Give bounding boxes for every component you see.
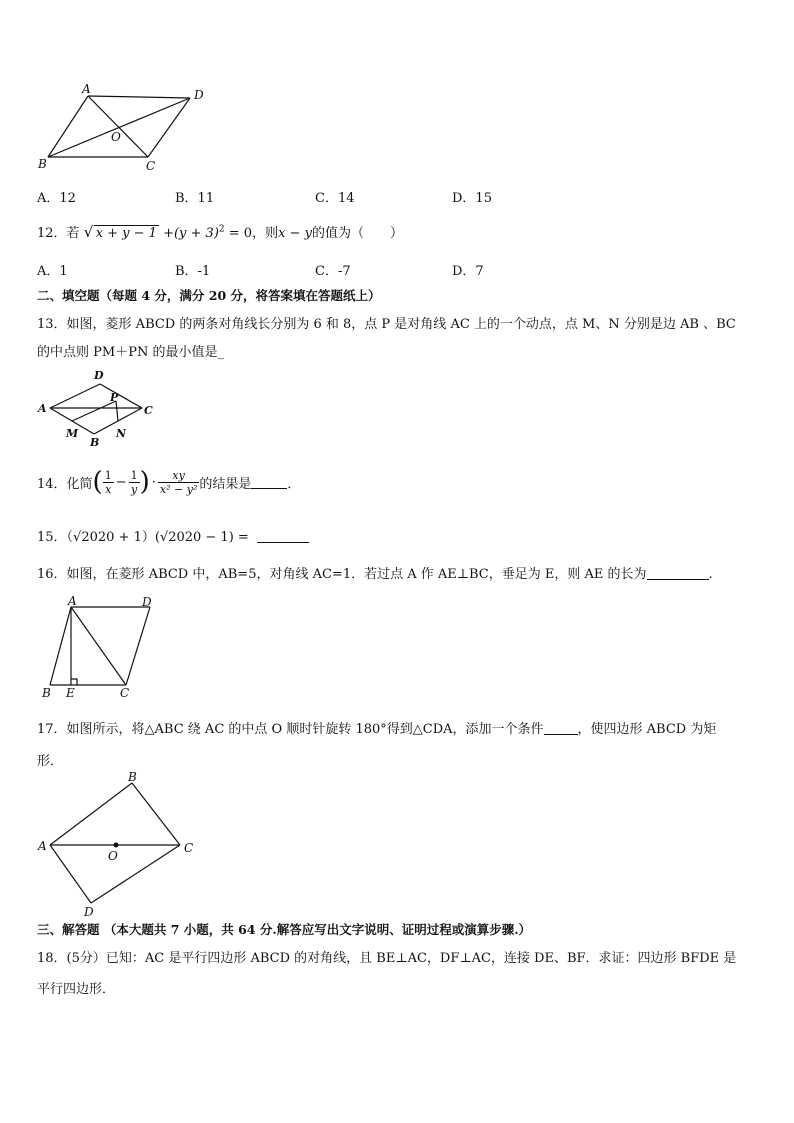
q17-side-cd <box>91 845 180 903</box>
q13-rhombus-figure <box>36 368 166 448</box>
q11-label-c: C <box>146 159 156 173</box>
q17-text-a: 17．如图所示，将△ABC 绕 AC 的中点 O 顺时针旋转 180°得到△CDA，添加一个条件 <box>37 722 544 737</box>
q17-answer-blank[interactable] <box>544 722 578 735</box>
q12-tail: 的值为（ ） <box>311 226 403 241</box>
q14-fraction-2 <box>129 469 140 496</box>
q16-label-e: E <box>66 686 75 700</box>
q17-label-d: D <box>84 905 94 919</box>
section-3-heading: 三、解答题 （本大题共 7 小题，共 64 分.解答应写出文字说明、证明过程或演算步骤.） <box>37 922 532 937</box>
q11-option-d: D．15 <box>452 191 492 206</box>
section-2-heading: 二、填空题（每题 4 分，满分 20 分，将答案填在答题纸上） <box>37 288 381 303</box>
q14-right-paren: ) <box>139 467 150 497</box>
q17-label-c: C <box>184 841 194 855</box>
q17-side-ab <box>50 783 132 845</box>
q17-side-bc <box>132 783 180 845</box>
q12-option-a: A．1 <box>37 264 68 279</box>
q17-quadrilateral-figure <box>36 768 206 920</box>
q11-option-a: A．12 <box>37 191 76 206</box>
q12-option-b: B．-1 <box>175 264 211 279</box>
q16-answer-blank[interactable] <box>647 567 709 580</box>
q12-sqrt: √ x + y − 1 <box>83 223 157 241</box>
q14-question <box>37 461 300 503</box>
q15-text: 15．（√2020 + 1）(√2020 − 1) = <box>37 530 249 545</box>
q11-side-ad <box>88 96 190 98</box>
q18-line1: 18．(5分）已知：AC 是平行四边形 ABCD 的对角线，且 BE⊥AC，DF⊥AC，连接 DE、BF．求证：四边形 BFDE 是 <box>37 951 737 966</box>
q14-left-paren: ( <box>92 467 103 497</box>
q13-label-b: B <box>90 436 100 448</box>
q12-then: ，则 <box>252 226 279 241</box>
q14-f3-num: xy <box>158 469 199 483</box>
q13-segment-pn <box>116 401 118 421</box>
q14-dot: · <box>151 474 156 490</box>
q13-side-ad <box>50 384 100 408</box>
q14-f1-num: 1 <box>104 468 112 482</box>
q12-equals: = 0 <box>228 226 253 241</box>
q12-plus-term: +(y + 3) <box>163 226 219 241</box>
q11-label-b: B <box>38 157 47 171</box>
q14-answer-blank[interactable] <box>251 476 287 489</box>
q16-diagonal-ac <box>71 607 126 685</box>
q14-minus: − <box>115 474 127 490</box>
q12-option-c: C．-7 <box>315 264 351 279</box>
q17-line1 <box>37 718 716 737</box>
q13-line1: 13．如图，菱形 ABCD 的两条对角线长分别为 6 和 8，点 P 是对角线 AC 上的一个动点，点 M、N 分别是边 AB 、BC <box>37 317 736 332</box>
q17-line2: 形． <box>37 754 64 769</box>
q11-label-o: O <box>111 130 121 144</box>
q13-line2: 的中点则 PM＋PN 的最小值是_ <box>37 345 224 360</box>
q13-segment-mp <box>72 401 116 421</box>
q12-expr: x − y <box>278 226 312 241</box>
q12-radicand: x + y − 1 <box>95 226 157 241</box>
q18-line2: 平行四边形． <box>37 982 116 997</box>
q13-label-m: M <box>66 427 79 440</box>
q13-label-n: N <box>116 427 127 440</box>
q14-fraction-3 <box>158 469 199 496</box>
q15-question <box>37 526 309 545</box>
q13-side-dc <box>100 384 142 408</box>
q17-label-o: O <box>108 849 118 863</box>
q16-side-cd <box>126 607 150 685</box>
q17-midpoint-o <box>114 843 119 848</box>
q11-option-c: C．14 <box>315 191 355 206</box>
q13-label-p: P <box>110 391 119 404</box>
q16-rhombus-figure <box>36 593 166 703</box>
q14-end: ． <box>287 476 301 492</box>
q16-end: . <box>708 567 713 582</box>
q16-label-b: B <box>42 686 51 700</box>
q11-parallelogram-figure <box>36 84 216 176</box>
q16-question <box>37 563 713 582</box>
q16-label-c: C <box>120 686 130 700</box>
q17-label-b: B <box>128 770 137 784</box>
q16-text: 16．如图，在菱形 ABCD 中，AB=5，对角线 AC=1．若过点 A 作 AE⊥BC，垂足为 E，则 AE 的长为 <box>37 567 647 582</box>
q12-option-d: D．7 <box>452 264 484 279</box>
q11-option-b: B．11 <box>175 191 215 206</box>
q13-label-c: C <box>144 404 153 417</box>
q14-f2-den: y <box>131 482 138 496</box>
q16-label-a: A <box>68 594 77 608</box>
q17-side-da <box>50 845 91 903</box>
q13-label-d: D <box>94 369 104 382</box>
q11-label-a: A <box>82 84 91 96</box>
q12-number: 12．若 <box>37 226 80 241</box>
q12-question <box>37 222 403 241</box>
q17-label-a: A <box>38 839 47 853</box>
q16-label-d: D <box>142 595 152 609</box>
q11-diagonal-ac <box>88 96 148 157</box>
q11-side-ab <box>48 96 88 157</box>
q14-f3-den: x² − y² <box>159 482 198 496</box>
q14-suffix: 的结果是 <box>199 476 252 492</box>
q14-fraction-1 <box>103 469 114 496</box>
q14-f1-den: x <box>105 482 112 496</box>
q11-label-d: D <box>194 88 204 102</box>
q17-text-b: ，使四边形 ABCD 为矩 <box>577 722 717 737</box>
q14-f2-num: 1 <box>130 468 138 482</box>
q13-label-a: A <box>38 402 47 415</box>
q16-right-angle-mark <box>71 679 77 685</box>
q15-answer-blank[interactable] <box>257 530 309 543</box>
q16-side-ab <box>50 607 71 685</box>
q12-exponent: 2 <box>218 224 225 235</box>
q14-prefix: 14．化简 <box>37 476 93 492</box>
